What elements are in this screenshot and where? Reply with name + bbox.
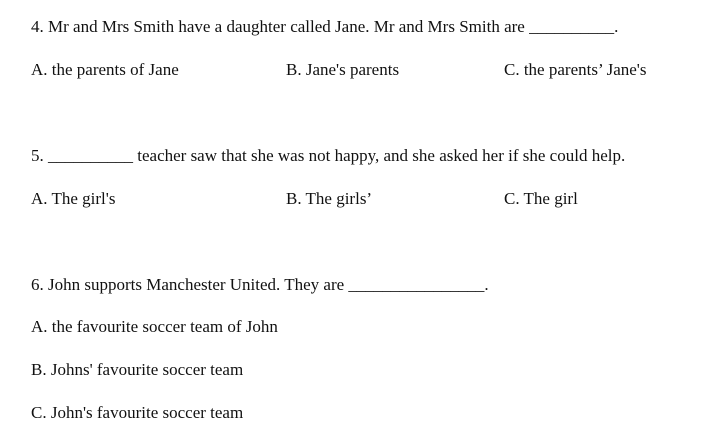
question-6-stem: 6. John supports Manchester United. They are ________________. xyxy=(31,275,489,294)
question-6-option-b: B. Johns' favourite soccer team xyxy=(31,360,244,379)
question-4-option-a: A. the parents of Jane xyxy=(31,60,179,79)
question-5-option-c: C. The girl xyxy=(504,189,578,208)
question-5-option-b: B. The girls’ xyxy=(286,189,373,208)
question-4-stem: 4. Mr and Mrs Smith have a daughter called Jane. Mr and Mrs Smith are __________. xyxy=(31,17,619,36)
question-4-option-c: C. the parents’ Jane's xyxy=(504,60,647,79)
question-5-stem: 5. __________ teacher saw that she was not happy, and she asked her if she could help. xyxy=(31,146,626,165)
question-4-option-b: B. Jane's parents xyxy=(286,60,400,79)
question-6-option-a: A. the favourite soccer team of John xyxy=(31,317,278,336)
question-5-option-a: A. The girl's xyxy=(31,189,116,208)
question-6-option-c: C. John's favourite soccer team xyxy=(31,403,244,422)
